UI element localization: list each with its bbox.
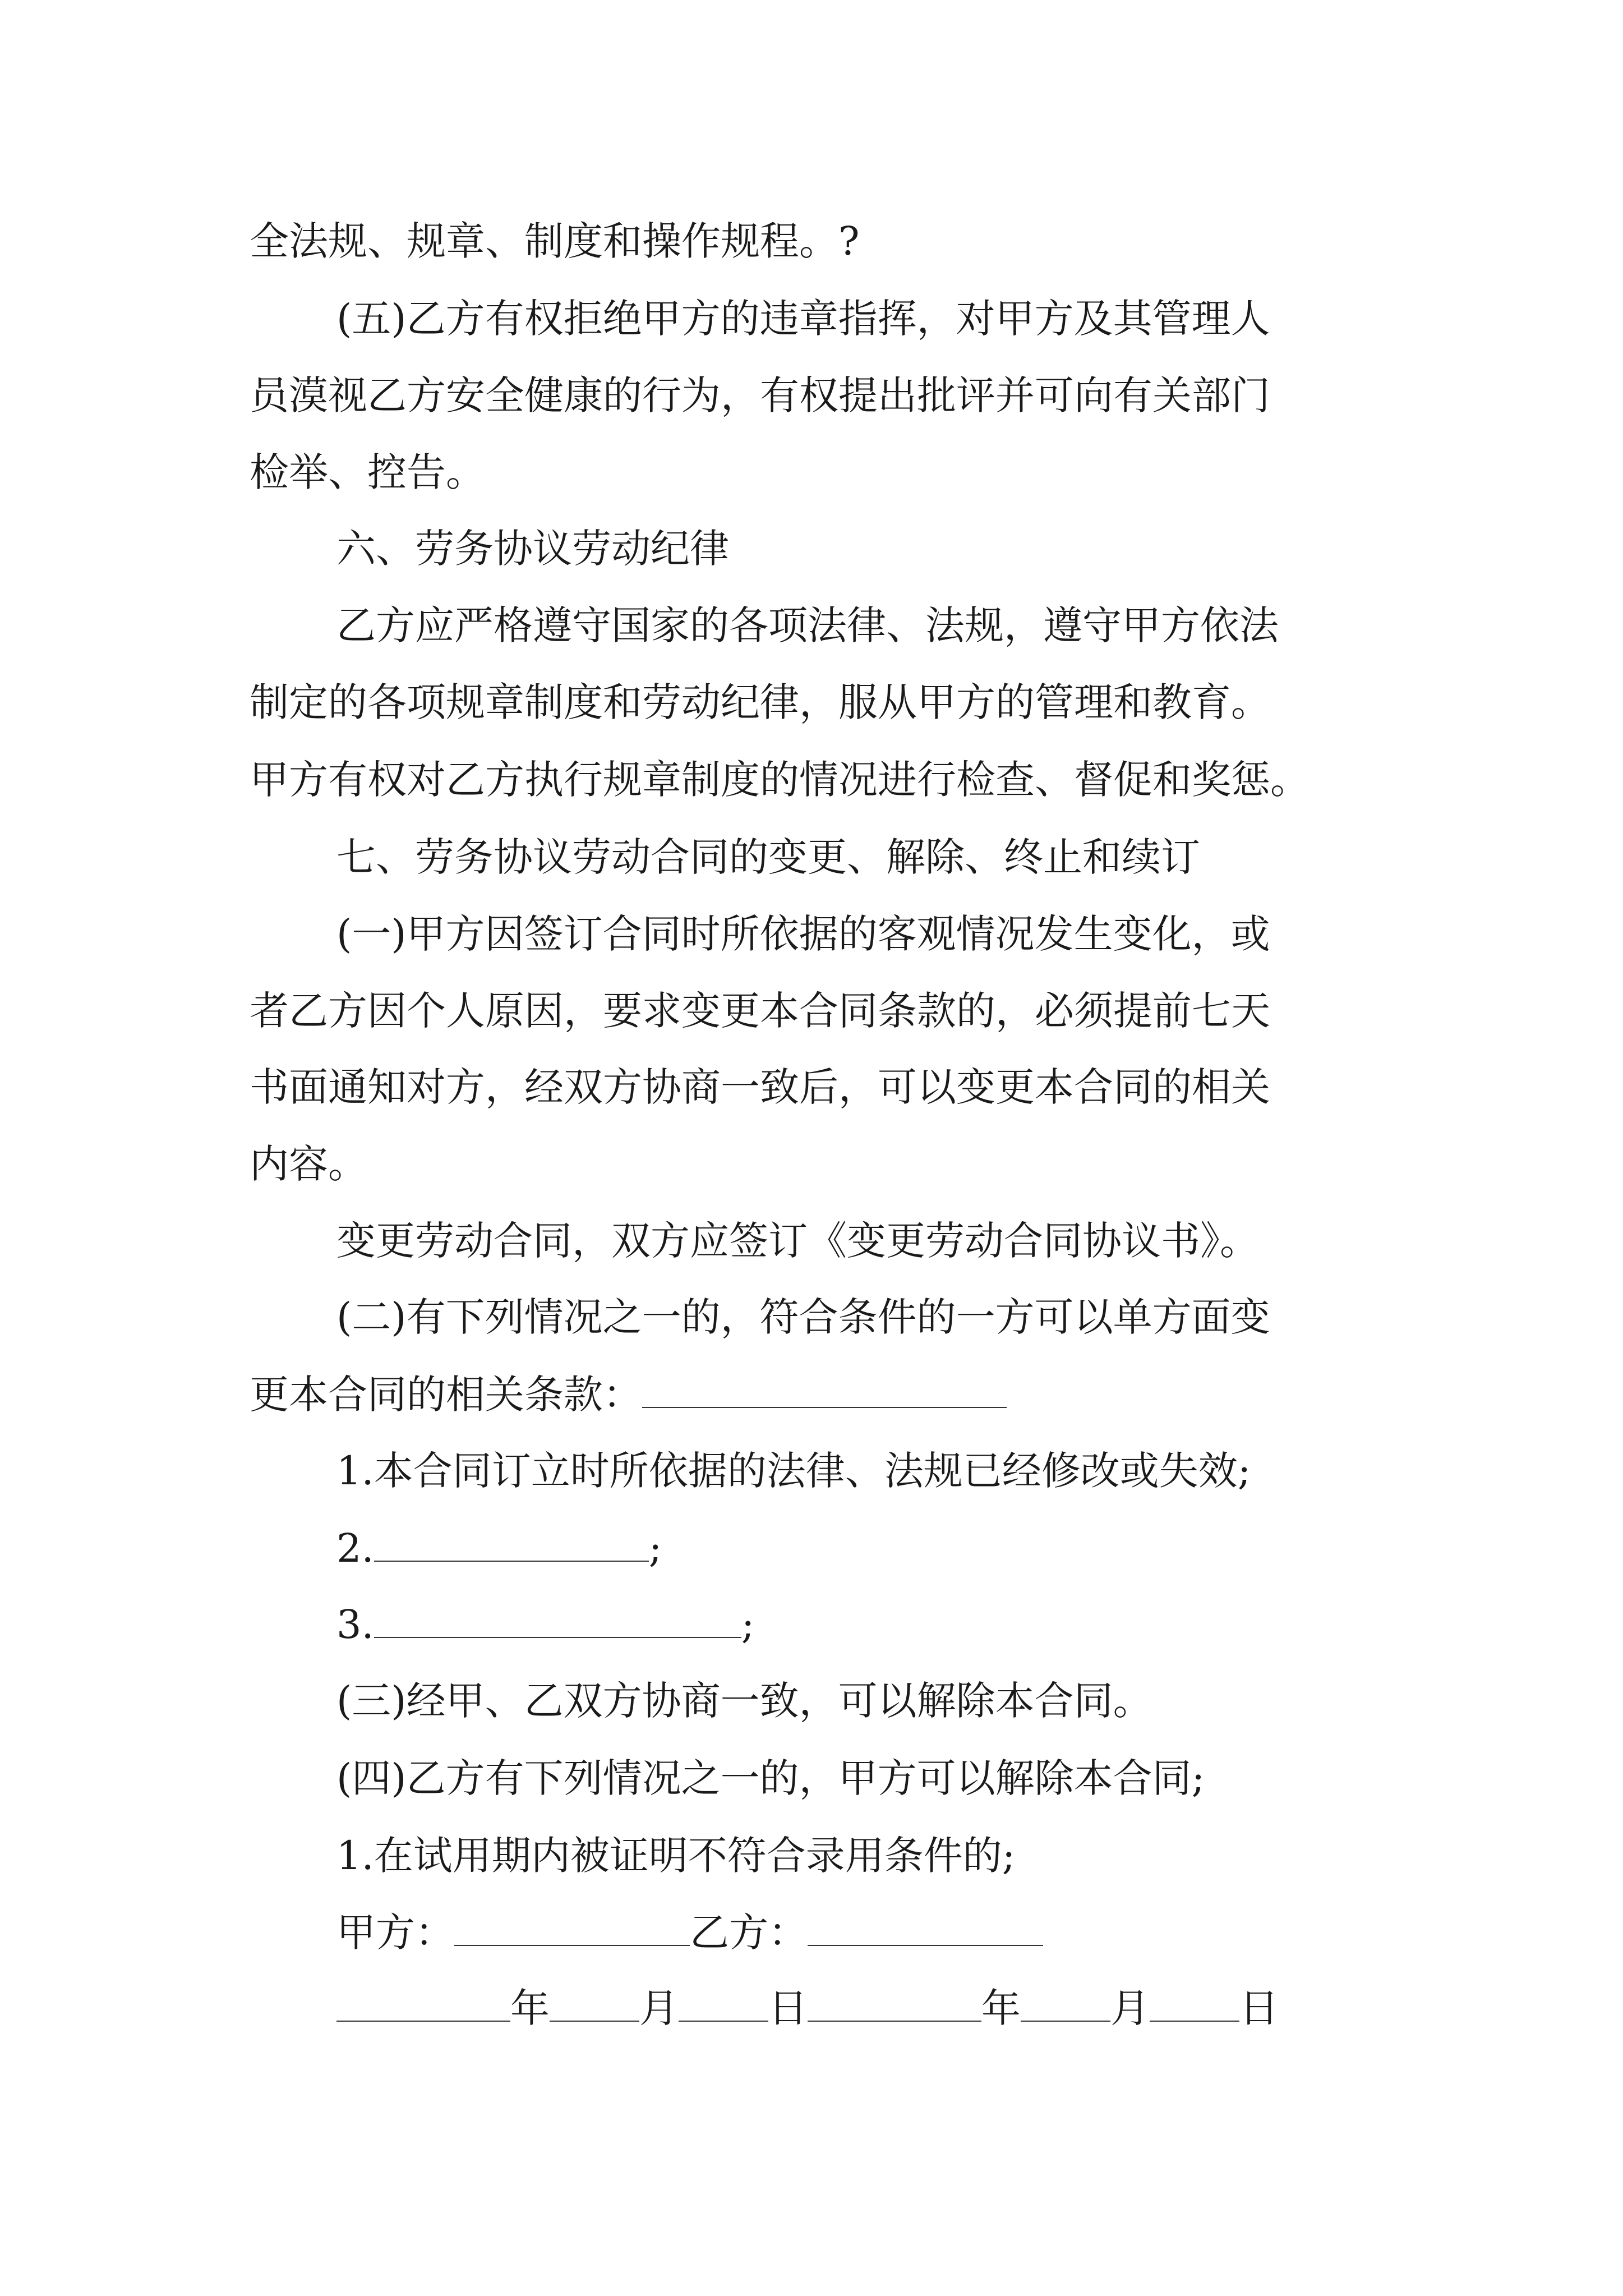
punctuation: ; xyxy=(648,1525,662,1571)
year-field[interactable] xyxy=(808,1981,981,2022)
fill-in-blank[interactable] xyxy=(374,1598,741,1638)
clause-4-line: (四)乙方有下列情况之一的，甲方可以解除本合同; xyxy=(336,1755,1205,1801)
text-line: 员漠视乙方安全健康的行为，有权提出批评并可向有关部门 xyxy=(250,372,1270,418)
section-heading-6: 六、劳务协议劳动纪律 xyxy=(336,526,729,572)
day-field[interactable] xyxy=(679,1981,768,2022)
punctuation: ; xyxy=(741,1602,755,1648)
year-label: 年 xyxy=(981,1985,1021,2031)
clause-2-line: (二)有下列情况之一的，符合条件的一方可以单方面变 xyxy=(336,1294,1270,1340)
date-line xyxy=(336,1980,1279,2036)
text-line: 者乙方因个人原因，要求变更本合同条款的，必须提前七天 xyxy=(250,988,1270,1034)
list-number: 2. xyxy=(336,1525,374,1571)
month-field[interactable] xyxy=(550,1981,639,2022)
month-label: 月 xyxy=(639,1985,679,2031)
clause-1-line: (一)甲方因签订合同时所依据的客观情况发生变化，或 xyxy=(336,911,1270,957)
text-line: 内容。 xyxy=(250,1141,367,1187)
list-item-blank xyxy=(336,1520,662,1576)
party-a-label: 甲方： xyxy=(336,1910,454,1955)
section-heading-7: 七、劳务协议劳动合同的变更、解除、终止和续订 xyxy=(336,834,1200,880)
party-b-signature-field[interactable] xyxy=(808,1906,1043,1946)
text-line: 全法规、规章、制度和操作规程。? xyxy=(250,218,860,264)
clause-3-line: (三)经甲、乙双方协商一致，可以解除本合同。 xyxy=(336,1678,1152,1724)
text-line: 制定的各项规章制度和劳动纪律，服从甲方的管理和教育。 xyxy=(250,679,1270,725)
text-line: 检举、控告。 xyxy=(250,449,485,495)
signature-line xyxy=(336,1904,1043,1961)
text-line: 书面通知对方，经双方协商一致后，可以变更本合同的相关 xyxy=(250,1064,1270,1110)
party-a-signature-field[interactable] xyxy=(454,1906,690,1946)
text-line: 变更劳动合同，双方应签订《变更劳动合同协议书》。 xyxy=(336,1218,1259,1264)
day-label: 日 xyxy=(1239,1985,1279,2031)
day-label: 日 xyxy=(768,1985,808,2031)
list-item-blank xyxy=(336,1596,754,1653)
party-b-label: 乙方： xyxy=(690,1910,808,1955)
text-line: 甲方有权对乙方执行规章制度的情况进行检查、督促和奖惩。 xyxy=(250,757,1310,803)
fill-in-blank[interactable] xyxy=(374,1521,649,1562)
blank-line-terms xyxy=(250,1366,1007,1423)
list-item: 1.本合同订立时所依据的法律、法规已经修改或失效; xyxy=(336,1448,1251,1494)
day-field[interactable] xyxy=(1150,1981,1239,2022)
month-label: 月 xyxy=(1110,1985,1150,2031)
clause-5-line: (五)乙方有权拒绝甲方的违章指挥，对甲方及其管理人 xyxy=(336,296,1270,342)
text-line: 乙方应严格遵守国家的各项法律、法规，遵守甲方依法 xyxy=(336,602,1279,648)
list-item: 1.在试用期内被证明不符合录用条件的; xyxy=(336,1833,1016,1879)
text-fragment: 更本合同的相关条款： xyxy=(250,1372,642,1418)
year-field[interactable] xyxy=(336,1981,510,2022)
year-label: 年 xyxy=(510,1985,550,2031)
fill-in-blank[interactable] xyxy=(642,1368,1007,1408)
list-number: 3. xyxy=(336,1602,374,1648)
month-field[interactable] xyxy=(1021,1981,1110,2022)
